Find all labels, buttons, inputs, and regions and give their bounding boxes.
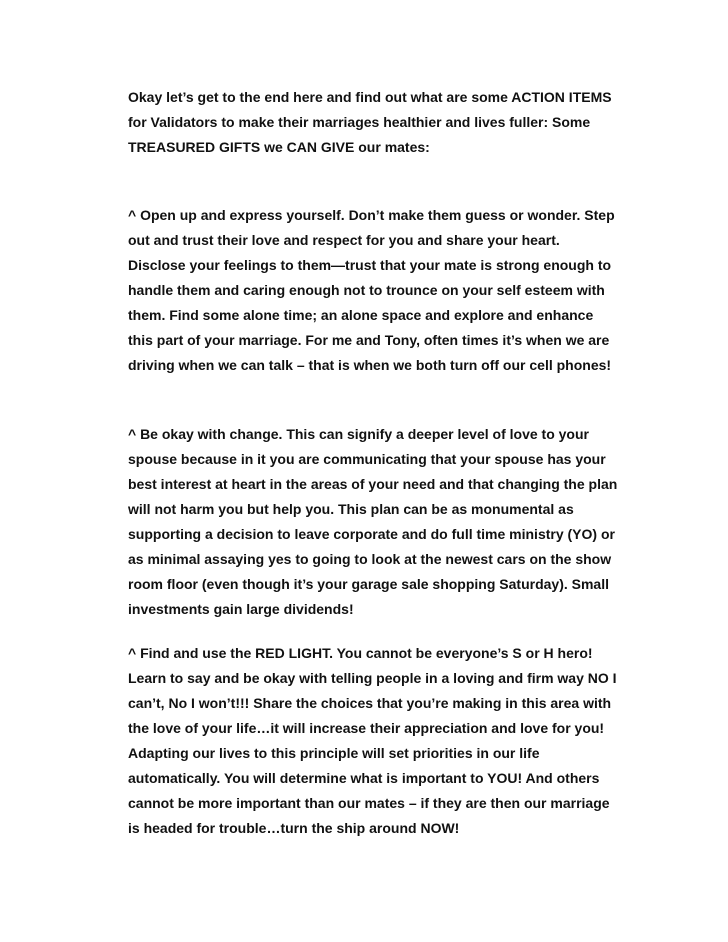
- item3-line-8: is headed for trouble…turn the ship around NOW!: [128, 820, 460, 836]
- intro-line-1: Okay let’s get to the end here and find out what are some ACTION ITEMS: [128, 89, 612, 105]
- item3-line-6: automatically. You will determine what is important to YOU! And others: [128, 770, 600, 786]
- item3-line-1: ^ Find and use the RED LIGHT. You cannot be everyone’s S or H hero!: [128, 645, 593, 661]
- item2-line-8: investments gain large dividends!: [128, 601, 354, 617]
- item3-line-4: the love of your life…it will increase their appreciation and love for you!: [128, 720, 605, 736]
- item2-line-6: as minimal assaying yes to going to look at the newest cars on the show: [128, 551, 612, 567]
- item1-line-1: ^ Open up and express yourself. Don’t make them guess or wonder. Step: [128, 207, 615, 223]
- intro-line-3: TREASURED GIFTS we CAN GIVE our mates:: [128, 139, 430, 155]
- item2-line-4: will not harm you but help you. This plan can be as monumental as: [128, 501, 574, 517]
- intro-line-2: for Validators to make their marriages healthier and lives fuller: Some: [128, 114, 591, 130]
- item2-line-3: best interest at heart in the areas of your need and that changing the plan: [128, 476, 618, 492]
- item2-line-2: spouse because in it you are communicating that your spouse has your: [128, 451, 606, 467]
- item1-line-5: them. Find some alone time; an alone space and explore and enhance: [128, 307, 594, 323]
- item1-line-3: Disclose your feelings to them—trust that your mate is strong enough to: [128, 257, 612, 273]
- item1-line-6: this part of your marriage. For me and Tony, often times it’s when we are: [128, 332, 610, 348]
- item1-line-2: out and trust their love and respect for you and share your heart.: [128, 232, 560, 248]
- item1-line-4: handle them and caring enough not to trounce on your self esteem with: [128, 282, 605, 298]
- item2-line-7: room floor (even though it’s your garage sale shopping Saturday). Small: [128, 576, 609, 592]
- item3-line-2: Learn to say and be okay with telling people in a loving and firm way NO I: [128, 670, 617, 686]
- item2-line-5: supporting a decision to leave corporate and do full time ministry (YO) or: [128, 526, 615, 542]
- item1-line-7: driving when we can talk – that is when we both turn off our cell phones!: [128, 357, 612, 373]
- item3-line-3: can’t, No I won’t!!! Share the choices that you’re making in this area with: [128, 695, 612, 711]
- item3-line-5: Adapting our lives to this principle will set priorities in our life: [128, 745, 540, 761]
- item2-line-1: ^ Be okay with change. This can signify a deeper level of love to your: [128, 426, 589, 442]
- item3-line-7: cannot be more important than our mates – if they are then our marriage: [128, 795, 610, 811]
